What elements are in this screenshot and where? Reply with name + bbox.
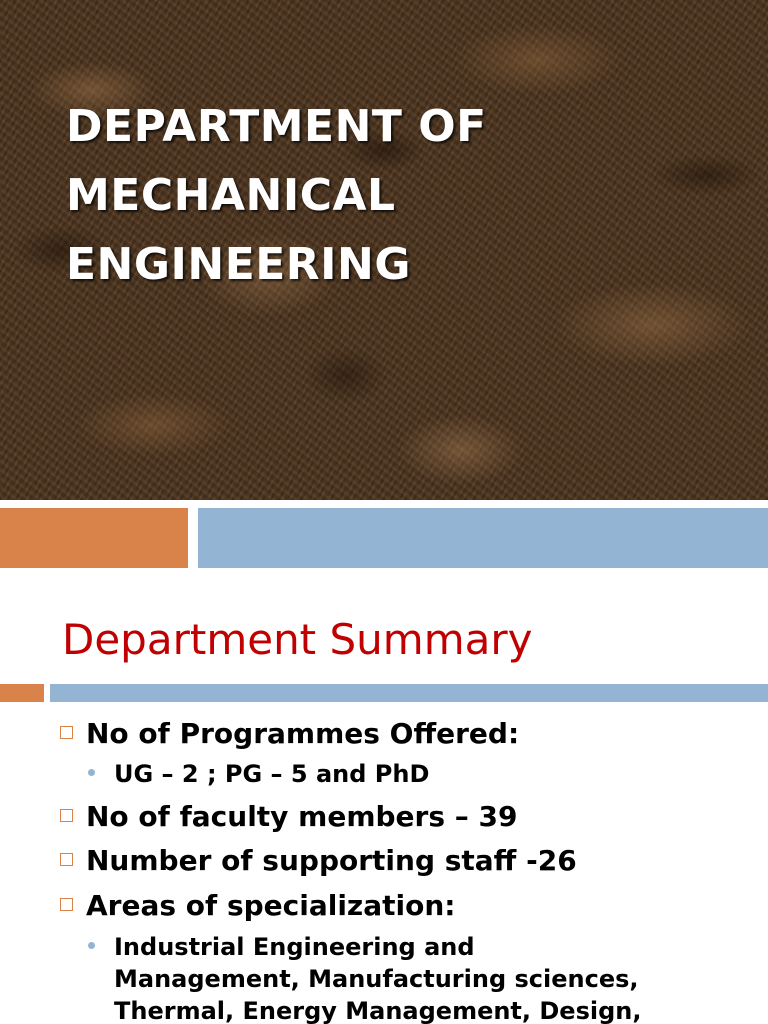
sub-bullet-programmes: UG – 2 ; PG – 5 and PhD bbox=[114, 760, 430, 788]
slide-title bbox=[66, 92, 706, 299]
sub-bullet-specialization-line-3: Thermal, Energy Management, Design, bbox=[114, 997, 642, 1024]
bullet-staff: Number of supporting staff -26 bbox=[86, 844, 577, 877]
bullet-specialization: Areas of specialization: bbox=[86, 889, 456, 922]
title-slide-background bbox=[0, 0, 768, 500]
section-heading: Department Summary bbox=[62, 615, 533, 664]
bullet-faculty: No of faculty members – 39 bbox=[86, 800, 518, 833]
title-line-1: DEPARTMENT OF bbox=[66, 101, 487, 152]
hollow-square-icon bbox=[60, 853, 73, 866]
dot-icon bbox=[88, 942, 95, 949]
hollow-square-icon bbox=[60, 898, 73, 911]
blue-accent-block bbox=[198, 508, 768, 568]
orange-accent-bar bbox=[0, 684, 44, 702]
hollow-square-icon bbox=[60, 726, 73, 739]
sub-bullet-specialization-line-2: Management, Manufacturing sciences, bbox=[114, 965, 639, 993]
orange-accent-block bbox=[0, 508, 188, 568]
hollow-square-icon bbox=[60, 809, 73, 822]
title-line-3: ENGINEERING bbox=[66, 239, 411, 290]
bullet-programmes: No of Programmes Offered: bbox=[86, 717, 520, 750]
blue-accent-bar bbox=[50, 684, 768, 702]
dot-icon bbox=[88, 769, 95, 776]
sub-bullet-specialization-line-1: Industrial Engineering and bbox=[114, 933, 475, 961]
title-line-2: MECHANICAL bbox=[66, 170, 396, 221]
